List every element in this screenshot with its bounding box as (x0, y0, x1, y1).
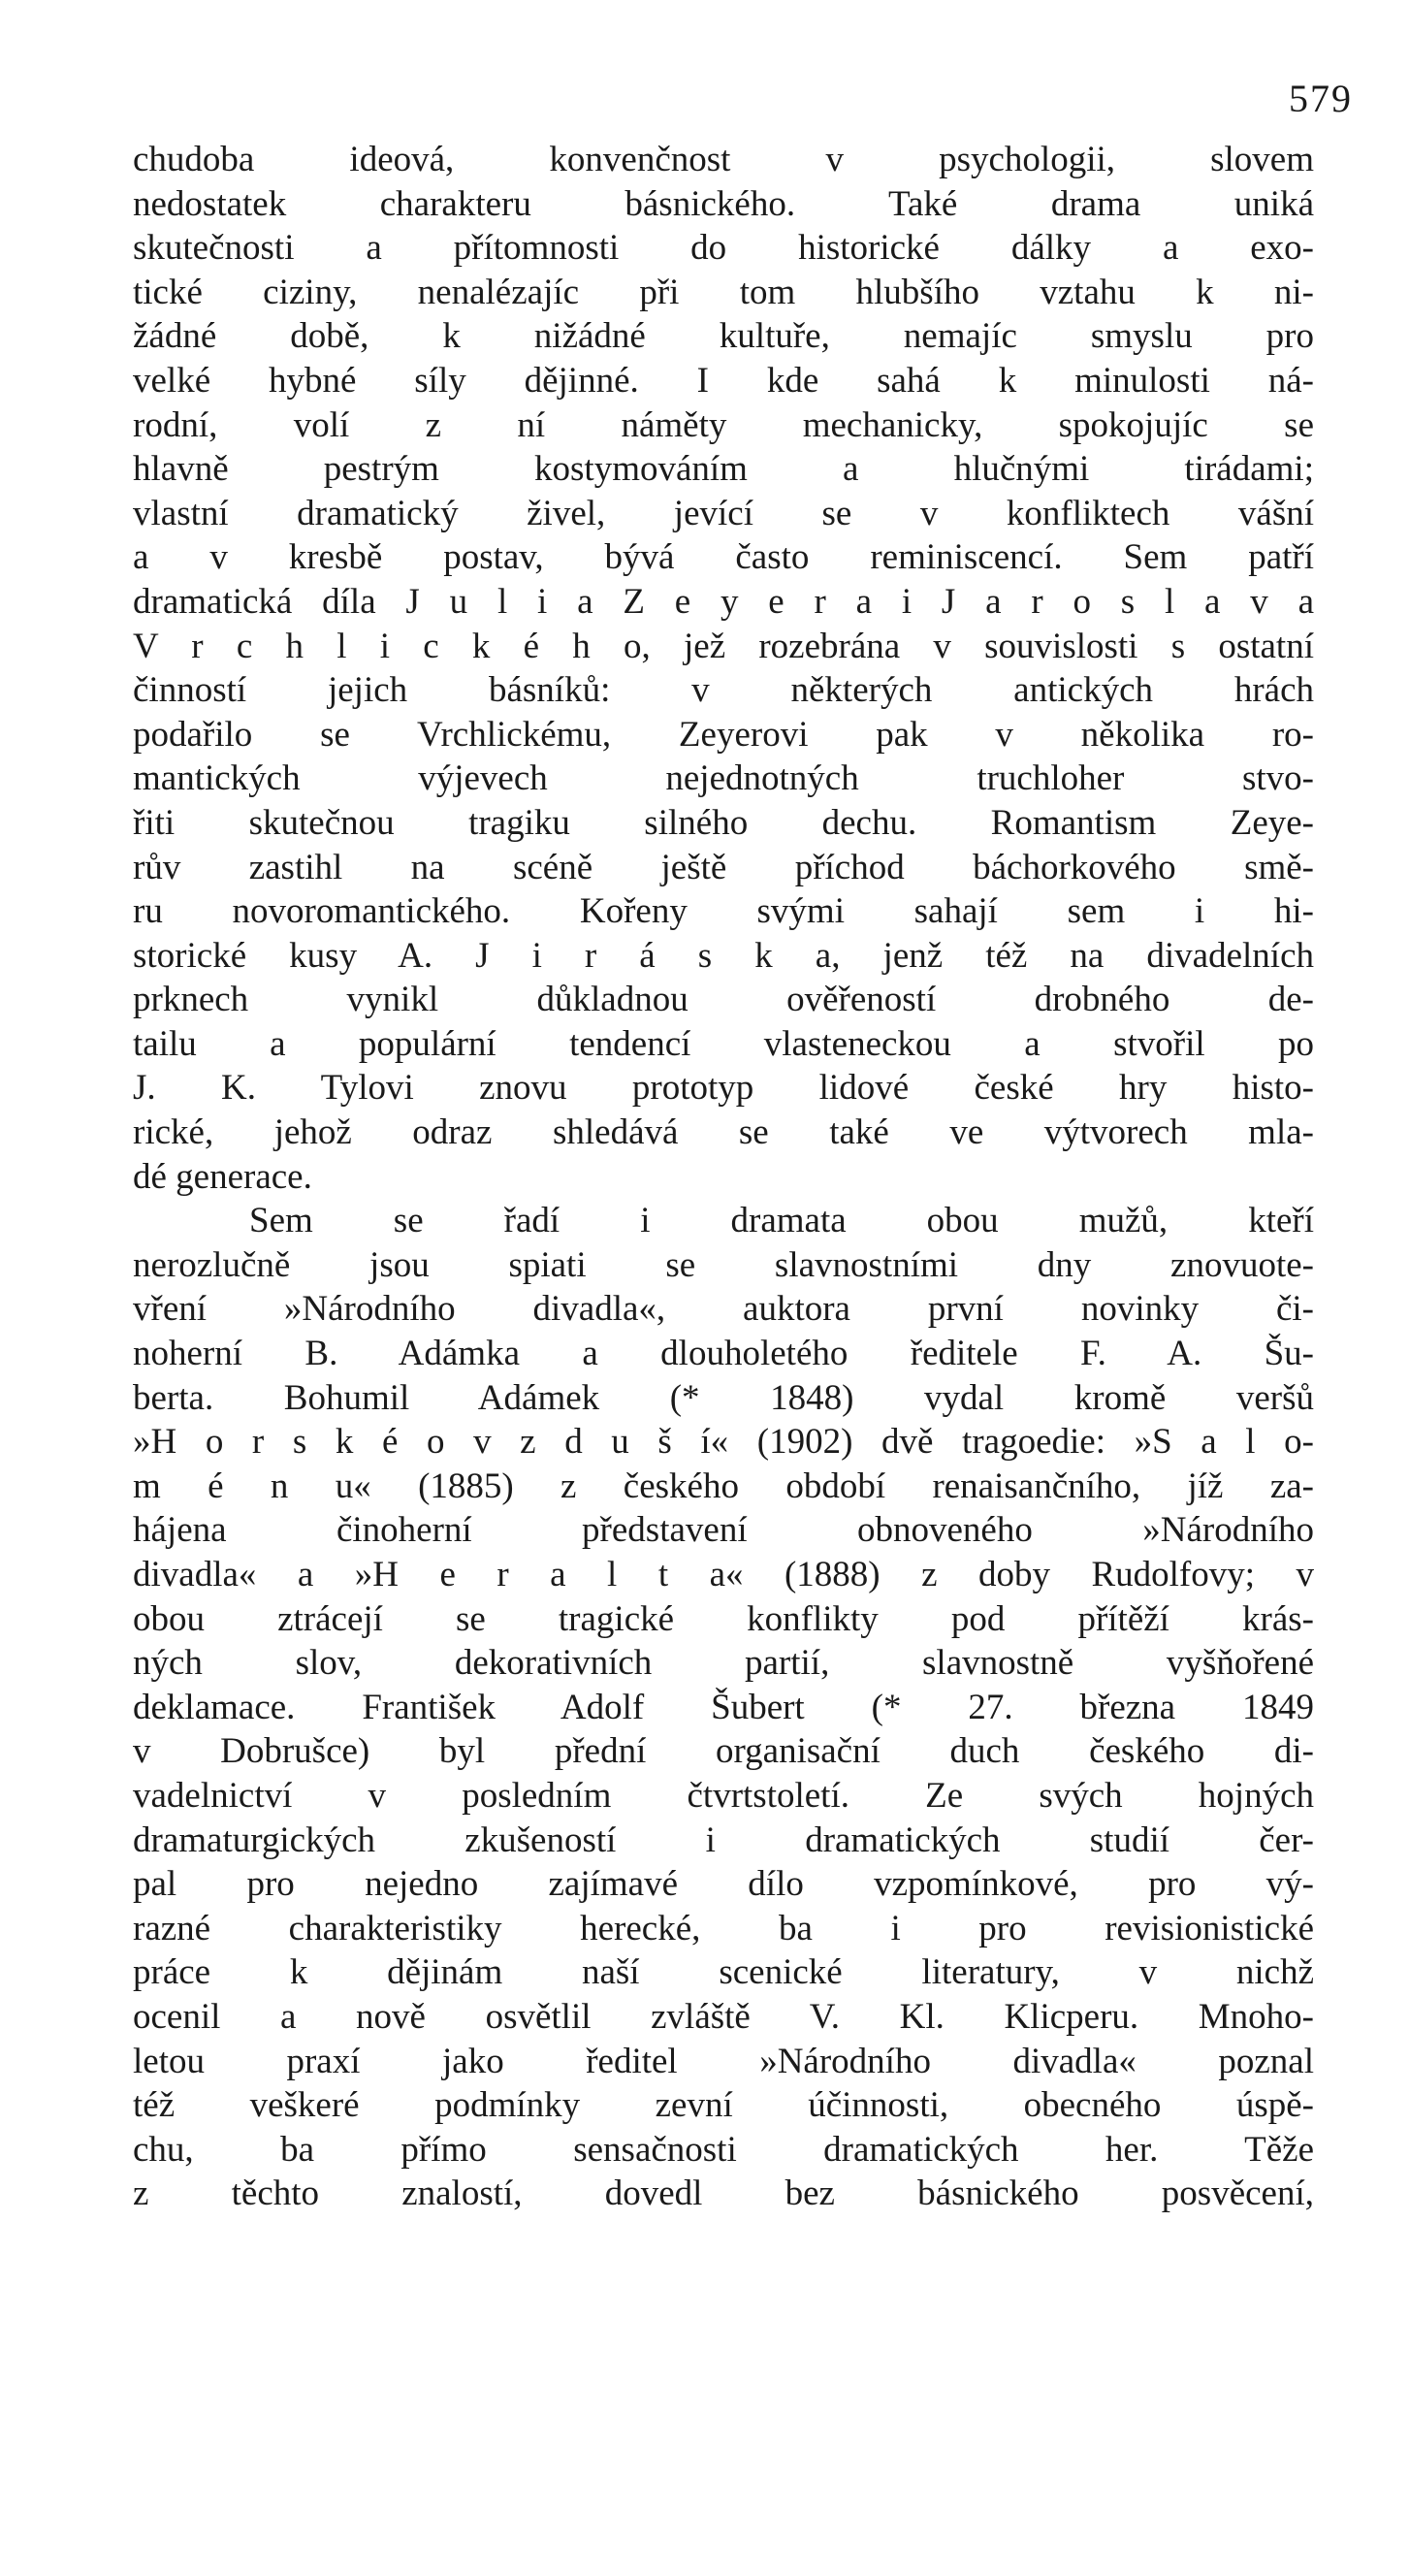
text-line: práce k dějinám naší scenické literatury, v nichž (133, 1952, 1314, 1993)
text-line: chu, ba přímo sensačnosti dramatických her. Těže (133, 2129, 1314, 2170)
body-text (133, 138, 1314, 2216)
text-line: pal pro nejedno zajímavé dílo vzpomínkové, pro vý- (133, 1864, 1314, 1905)
text-line: rodní, volí z ní náměty mechanicky, spokojujíc se (133, 404, 1314, 445)
text-line: ru novoromantického. Kořeny svými sahají sem i hi- (133, 891, 1314, 932)
text-line: nerozlučně jsou spiati se slavnostními dny znovuote- (133, 1244, 1314, 1285)
text-line: dramaturgických zkušeností i dramatických studií čer- (133, 1819, 1314, 1860)
text-line: žádné době, k nižádné kultuře, nemajíc smyslu pro (133, 316, 1314, 357)
page-number: 579 (1289, 77, 1353, 120)
text-line: deklamace. František Adolf Šubert (* 27. března 1849 (133, 1687, 1314, 1727)
text-line: obou ztrácejí se tragické konflikty pod přítěží krás- (133, 1598, 1314, 1639)
text-line: m é n u« (1885) z českého období renaisančního, jíž za- (133, 1465, 1314, 1506)
text-line: vadelnictví v posledním čtvrtstoletí. Ze svých hojných (133, 1775, 1314, 1816)
text-line: vlastní dramatický živel, jevící se v konfliktech vášní (133, 493, 1314, 533)
text-line: též veškeré podmínky zevní účinnosti, obecného úspě- (133, 2085, 1314, 2126)
text-line: chudoba ideová, konvenčnost v psychologii, slovem (133, 140, 1314, 179)
text-line: vření »Národního divadla«, auktora první novinky či- (133, 1289, 1314, 1330)
text-line: mantických výjevech nejednotných truchloher stvo- (133, 758, 1314, 799)
text-line: letou praxí jako ředitel »Národního divadla« poznal (133, 2041, 1314, 2081)
text-line: noherní B. Adámka a dlouholetého ředitele F. A. Šu- (133, 1334, 1314, 1374)
text-line: nedostatek charakteru básnického. Také drama uniká (133, 183, 1314, 224)
text-line: hájena činoherní představení obnoveného »Národního (133, 1510, 1314, 1551)
text-line: prknech vynikl důkladnou ověřeností drobného de- (133, 980, 1314, 1020)
text-line: ocenil a nově osvětlil zvláště V. Kl. Klicperu. Mnoho- (133, 1996, 1314, 2037)
text-line: storické kusy A. J i r á s k a, jenž též na divadelních (133, 935, 1314, 976)
text-line: tické ciziny, nenalézajíc při tom hlubšího vztahu k ni- (133, 272, 1314, 312)
text-line: razné charakteristiky herecké, ba i pro revisionistické (133, 1908, 1314, 1948)
text-line: podařilo se Vrchlickému, Zeyerovi pak v několika ro- (133, 714, 1314, 755)
text-line: a v kresbě postav, bývá často reminiscencí. Sem patří (133, 537, 1314, 578)
text-line: divadla« a »H e r a l t a« (1888) z doby Rudolfovy; v (133, 1555, 1314, 1594)
text-line: dramatická díla J u l i a Z e y e r a i J a r o s l a v a (133, 581, 1314, 622)
text-line: v Dobrušce) byl přední organisační duch českého di- (133, 1731, 1314, 1772)
text-line: činností jejich básníků: v některých antických hrách (133, 670, 1314, 711)
text-line: Sem se řadí i dramata obou mužů, kteří (249, 1201, 1314, 1241)
text-line: J. K. Tylovi znovu prototyp lidové české hry histo- (133, 1068, 1314, 1109)
text-line: z těchto znalostí, dovedl bez básnického posvěcení, (133, 2174, 1314, 2214)
text-line: velké hybné síly dějinné. I kde sahá k minulosti ná- (133, 360, 1314, 401)
text-line: hlavně pestrým kostymováním a hlučnými tirádami; (133, 449, 1314, 490)
text-line: berta. Bohumil Adámek (* 1848) vydal kromě veršů (133, 1377, 1314, 1418)
text-line: dé generace. (133, 1156, 312, 1197)
text-line: V r c h l i c k é h o, jež rozebrána v souvislosti s ostatní (133, 626, 1314, 666)
text-line: rické, jehož odraz shledává se také ve výtvorech mla- (133, 1112, 1314, 1153)
text-line: tailu a populární tendencí vlasteneckou a stvořil po (133, 1023, 1314, 1064)
text-line: rův zastihl na scéně ještě příchod báchorkového smě- (133, 847, 1314, 887)
text-line: řiti skutečnou tragiku silného dechu. Romantism Zeye- (133, 802, 1314, 843)
text-line: ných slov, dekorativních partií, slavnostně vyšňořené (133, 1643, 1314, 1684)
text-line: »H o r s k é o v z d u š í« (1902) dvě tragoedie: »S a l o- (133, 1422, 1314, 1463)
text-line: skutečnosti a přítomnosti do historické dálky a exo- (133, 228, 1314, 269)
